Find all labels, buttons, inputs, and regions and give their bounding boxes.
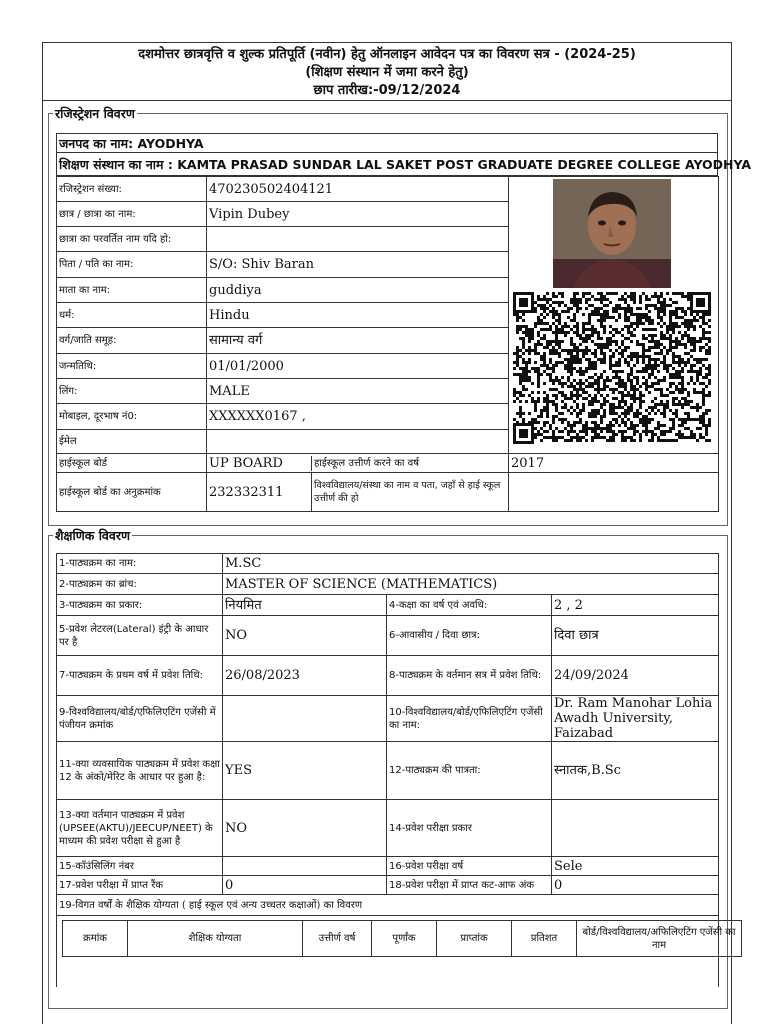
- registration-field-value: [207, 227, 509, 252]
- registration-field-value: MALE: [207, 379, 509, 404]
- course-branch-value: MASTER OF SCIENCE (MATHEMATICS): [223, 574, 719, 595]
- print-date: छाप तारीख:-09/12/2024: [313, 83, 461, 98]
- academic-field-value: 2 , 2: [552, 595, 719, 616]
- hs-roll-split: [207, 473, 509, 512]
- registration-field-value: guddiya: [207, 278, 509, 303]
- registration-field-label: मोबाइल, दूरभाष नं0:: [57, 404, 207, 430]
- previous-qualification-cell: [57, 916, 736, 988]
- academic-row: [57, 656, 719, 696]
- academic-field-label: 18-प्रवेश परीक्षा में प्राप्त कट-आफ अंक: [387, 876, 552, 895]
- academic-field-value: 0: [223, 876, 387, 895]
- academic-field-value: NO: [223, 616, 387, 656]
- hs-roll-value: 232332311: [207, 473, 312, 511]
- academic-row: [57, 595, 719, 616]
- hs-board-label: हाईस्कूल बोर्ड: [57, 454, 207, 473]
- registration-field-label: पिता / पति का नाम:: [57, 252, 207, 278]
- form-header: [43, 43, 731, 101]
- hs-year-value: 2017: [509, 454, 719, 473]
- academic-field-value: स्नातक,B.Sc: [552, 742, 719, 800]
- previous-qualification-header: उत्तीर्ण वर्ष: [303, 921, 372, 957]
- registration-field-label: माता का नाम:: [57, 278, 207, 303]
- academic-field-label: 12-पाठ्यक्रम की पात्रता:: [387, 742, 552, 800]
- academic-field-value: NO: [223, 800, 387, 857]
- registration-field-label: धर्म:: [57, 303, 207, 328]
- registration-field-value: Vipin Dubey: [207, 202, 509, 227]
- academic-field-label: 14-प्रवेश परीक्षा प्रकार: [387, 800, 552, 857]
- hs-board-split: [207, 454, 509, 473]
- academic-field-value: [223, 857, 387, 876]
- academic-row: [57, 742, 719, 800]
- academic-field-value: [223, 696, 387, 742]
- academic-field-value: Sele: [552, 857, 719, 876]
- student-photo: [553, 179, 671, 288]
- academic-field-label: 16-प्रवेश परीक्षा वर्ष: [387, 857, 552, 876]
- previous-qualification-label: 19-विगत वर्षों के शैक्षिक योग्यता ( हाई स्कूल एवं अन्य उच्चतर कक्षाओं) का विवरण: [57, 895, 719, 916]
- form-title: दशमोत्तर छात्रवृत्ति व शुल्क प्रतिपूर्ति (नवीन) हेतु ऑनलाइन आवेदन पत्र का विवरण सत्र - (2024-25): [138, 47, 636, 62]
- hs-year-label: हाईस्कूल उत्तीर्ण करने का वर्ष: [314, 457, 420, 469]
- academic-field-value: 0: [552, 876, 719, 895]
- registration-top-table: [56, 133, 752, 176]
- academic-field-label: 8-पाठ्यक्रम के वर्तमान सत्र में प्रवेश तिथि:: [387, 656, 552, 696]
- academic-field-label: 17-प्रवेश परीक्षा में प्राप्त रैंक: [57, 876, 223, 895]
- academic-row: [57, 876, 719, 895]
- registration-field-value: [207, 430, 509, 454]
- form-subtitle: (शिक्षण संस्थान में जमा करने हेतु): [305, 65, 469, 80]
- institution-name: शिक्षण संस्थान का नाम : KAMTA PRASAD SUNDAR LAL SAKET POST GRADUATE DEGREE COLLEGE AYODHYA: [57, 153, 718, 176]
- previous-qualification-header: बोर्ड/विश्वविद्यालय/अफिलिएटिंग एजेंसी का नाम: [577, 921, 742, 957]
- academic-field-value: Dr. Ram Manohar Lohia Awadh University, Faizabad: [552, 696, 719, 742]
- academic-field-value: दिवा छात्र: [552, 616, 719, 656]
- academic-field-label: 9-विश्वविद्यालय/बोर्ड/एफिलिएटिंग एजेंसी में पंजीयन क्रमांक: [57, 696, 223, 742]
- academic-table: [56, 553, 736, 987]
- academic-field-label: 5-प्रवेश लेटरल(Lateral) इंट्री के आधार पर है: [57, 616, 223, 656]
- course-name-value: M.SC: [223, 554, 719, 574]
- academic-row: [57, 800, 719, 857]
- academic-row: [57, 857, 719, 876]
- district-name: जनपद का नाम: AYODHYA: [57, 134, 718, 153]
- registration-field-value: XXXXXX0167 ,: [207, 404, 509, 430]
- hs-roll-label: हाईस्कूल बोर्ड का अनुक्रमांक: [57, 473, 207, 512]
- registration-field-value: S/O: Shiv Baran: [207, 252, 509, 278]
- academic-row: [57, 696, 719, 742]
- previous-qualification-header: पूर्णांक: [372, 921, 437, 957]
- registration-field-label: रजिस्ट्रेशन संख्या:: [57, 177, 207, 202]
- registration-field-label: छात्र / छात्रा का नाम:: [57, 202, 207, 227]
- registration-field-label: छात्रा का परवर्तित नाम यदि हो:: [57, 227, 207, 252]
- academic-field-label: 10-विश्वविद्यालय/बोर्ड/एफिलिएटिंग एजेंसी का नाम:: [387, 696, 552, 742]
- course-name-label: 1-पाठ्यक्रम का नाम:: [57, 554, 223, 574]
- previous-qualification-header: शैक्षिक योग्यता: [128, 921, 303, 957]
- registration-field-value: सामान्य वर्ग: [207, 328, 509, 354]
- academic-field-value: 26/08/2023: [223, 656, 387, 696]
- academic-field-label: 4-कक्षा का वर्ष एवं अवधि:: [387, 595, 552, 616]
- qr-code: [513, 292, 711, 444]
- previous-qualification-header: क्रमांक: [63, 921, 128, 957]
- academic-field-label: 6-आवासीय / दिवा छात्र:: [387, 616, 552, 656]
- registration-field-label: जन्मतिथि:: [57, 354, 207, 379]
- previous-qualification-header: प्राप्तांक: [437, 921, 512, 957]
- academic-field-label: 7-पाठ्यक्रम के प्रथम वर्ष में प्रवेश तिथि:: [57, 656, 223, 696]
- academic-field-label: 3-पाठ्यक्रम का प्रकार:: [57, 595, 223, 616]
- hs-board-value: UP BOARD: [207, 456, 312, 471]
- academic-field-value: 24/09/2024: [552, 656, 719, 696]
- registration-legend: रजिस्ट्रेशन विवरण: [55, 106, 135, 121]
- registration-field-value: 01/01/2000: [207, 354, 509, 379]
- academic-field-value: YES: [223, 742, 387, 800]
- previous-qualification-table: [62, 920, 742, 957]
- academic-field-label: 11-क्या व्यवसायिक पाठ्यक्रम में प्रवेश कक्षा 12 के अंको/मेरिट के आधार पर हुआ है:: [57, 742, 223, 800]
- course-branch-label: 2-पाठ्यक्रम का ब्रांच:: [57, 574, 223, 595]
- hs-institution-value: [509, 473, 719, 512]
- academic-field-value: [552, 800, 719, 857]
- registration-field-label: वर्ग/जाति समूह:: [57, 328, 207, 354]
- registration-field-label: ईमेल: [57, 430, 207, 454]
- academic-legend: शैक्षणिक विवरण: [55, 528, 130, 543]
- previous-qualification-header: प्रतिशत: [512, 921, 577, 957]
- academic-field-value: नियमित: [223, 595, 387, 616]
- academic-field-label: 15-कॉउंसिलिंग नंबर: [57, 857, 223, 876]
- registration-field-value: 470230502404121: [207, 177, 509, 202]
- academic-row: [57, 616, 719, 656]
- hs-institution-label: विश्वविद्यालय/संस्था का नाम व पता, जहाँ से हाई स्कूल उत्तीर्ण की हो: [314, 480, 501, 504]
- academic-field-label: 13-क्या वर्तमान पाठ्यक्रम में प्रवेश (UPSEE(AKTU)/JEECUP/NEET) के माध्यम की प्रवेश परीक्षा से हुआ है: [57, 800, 223, 857]
- registration-field-label: लिंग:: [57, 379, 207, 404]
- registration-field-value: Hindu: [207, 303, 509, 328]
